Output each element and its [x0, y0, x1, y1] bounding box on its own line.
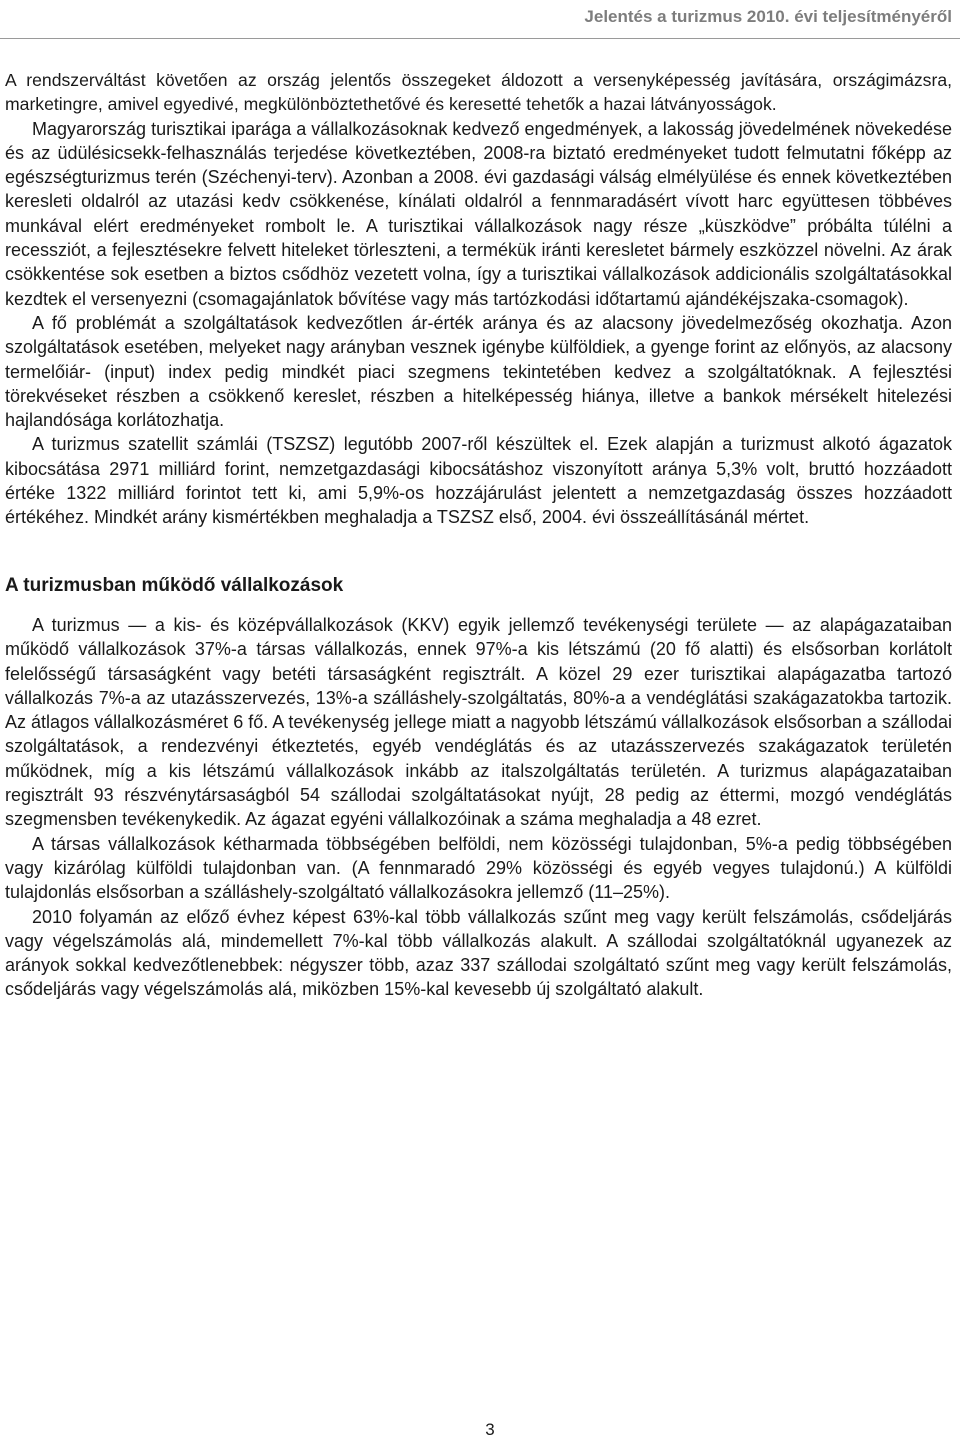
body-paragraph: A turizmus szatellit számlái (TSZSZ) legutóbb 2007-ről készültek el. Ezek alapján a turizmust alkotó ágazatok kibocsátása 2971 milliárd forint, nemzetgazdasági kibocsátáshoz viszonyított aránya 5,3% volt, bruttó hozzáadott értéke 1322 milliárd forintot tett ki, ami 5,9%-os hozzájárulást jelentett a nemzetgazdaság összes hozzáadott értékéhez. Mindkét arány kismértékben meghaladja a TSZSZ első, 2004. évi összeállításánál mértet. — [5, 434, 952, 528]
page-number — [0, 1420, 960, 1440]
body-paragraph: 2010 folyamán az előző évhez képest 63%-kal több vállalkozás szűnt meg vagy került felszámolás, csődeljárás vagy végelszámolás alá, mindemellett 7%-kal több vállalkozás alakult. A szállodai szolgáltatóknál ugyanezek az arányok sokkal kedvezőtlenebbek: négyszer több, azaz 337 szállodai szolgáltató szűnt meg vagy került felszámolás, csődeljárás vagy végelszámolás alá, miközben 15%-kal kevesebb új szolgáltató alakult. — [5, 906, 952, 1000]
body-text — [5, 68, 952, 1002]
body-paragraph: A társas vállalkozások kétharmada többségében belföldi, nem közösségi tulajdonban, 5%-a pedig többségében vagy kizárólag külföldi tulajdonban van. (A fennmaradó 29% közösségi és egyéb vegyes tulajdonú.) A külföldi tulajdonlás elsősorban a szálláshely-szolgáltató vállalkozásokra jellemző (11–25%). — [5, 833, 952, 903]
running-header — [0, 0, 960, 39]
intro-paragraph: A rendszerváltást követően az ország jelentős összegeket áldozott a versenyképesség javítására, országimázsra, marketingre, amivel egyedivé, megkülönböztethetővé és keresetté tehetők a hazai látványosságok. — [5, 70, 952, 115]
running-title: Jelentés a turizmus 2010. évi teljesítményéről — [584, 7, 952, 26]
body-paragraph: A turizmus — a kis- és középvállalkozások (KKV) egyik jellemző tevékenységi területe — az alapágazataiban működő vállalkozások 37%-a társas vállalkozás, ennek 97%-a kis létszámú (20 fő alatti) és elsősorban korlátolt felelősségű társaságként vagy betéti társaságként regisztrált. A közel 29 ezer turisztikai alapágazatba tartozó vállalkozás 7%-a az utazásszervezés, 13%-a szálláshely-szolgáltatás, 80%-a a vendéglátási szakágazatokba tartozik. Az átlagos vállalkozásméret 6 fő. A tevékenység jellege miatt a nagyobb létszámú vállalkozások elsősorban a szállodai szolgáltatások, a rendezvényi étkeztetés, egyéb vendéglátás és az utazásszervezés szakágazatok területén működnek, míg a kis létszámú vállalkozások inkább az italszolgáltatás területén. A turizmus alapágazataiban regisztrált 93 részvénytársaságból 54 szállodai szolgáltatásokat nyújt, 28 pedig az éttermi, mozgó vendéglátás szegmensben tevékenykedik. Az ágazat egyéni vállalkozóinak a száma meghaladja a 48 ezret. — [5, 614, 952, 830]
body-paragraph: A fő problémát a szolgáltatások kedvezőtlen ár-érték aránya és az alacsony jövedelmezőség okozhatja. Azon szolgáltatások esetében, melyeket nagy arányban vesznek igénybe külföldiek, a gyenge forint az előnyös, az alacsony termelőiár- (input) index pedig mindkét piaci szegmens tekintetében kedvez a szolgáltatóknak. A fejlesztési törekvéseket részben a csökkenő kereslet, részben a hitelképesség hiánya, illetve a bankok mérsékelt hitelezési hajlandósága korlátozhatja. — [5, 312, 952, 431]
page-number-label: 3 — [485, 1420, 495, 1439]
section-heading: A turizmusban működő vállalkozások — [5, 574, 344, 596]
body-paragraph: Magyarország turisztikai iparága a vállalkozásoknak kedvező engedmények, a lakosság jövedelmének növekedése és az üdülésicsekk-felhasználás terjedése következtében, 2008-ra biztató eredményeket tudott felmutatni főképp az egészségturizmus terén (Széchenyi-terv). Azonban a 2008. évi gazdasági válság elmélyülése és ennek következtében keresleti oldalról az utazási kedv csökkenése, kínálati oldalról a fennmaradásért vívott harc együttesen többéves munkával elért eredményeket rombolt le. A turisztikai vállalkozások nagy része „küszködve” próbálta túlélni a recessziót, a fejlesztésekre felvett hiteleket törleszteni, a termékük iránti keresletet bármely eszközzel növelni. Az árak csökkentése sok esetben a biztos csődhöz vezetett volna, így a turisztikai vállalkozások addicionális szolgáltatásokkal kezdtek el versenyezni (csomagajánlatok bővítése vagy más tartózkodási időtartamú ajándékéjszaka-csomagok). — [5, 118, 952, 309]
